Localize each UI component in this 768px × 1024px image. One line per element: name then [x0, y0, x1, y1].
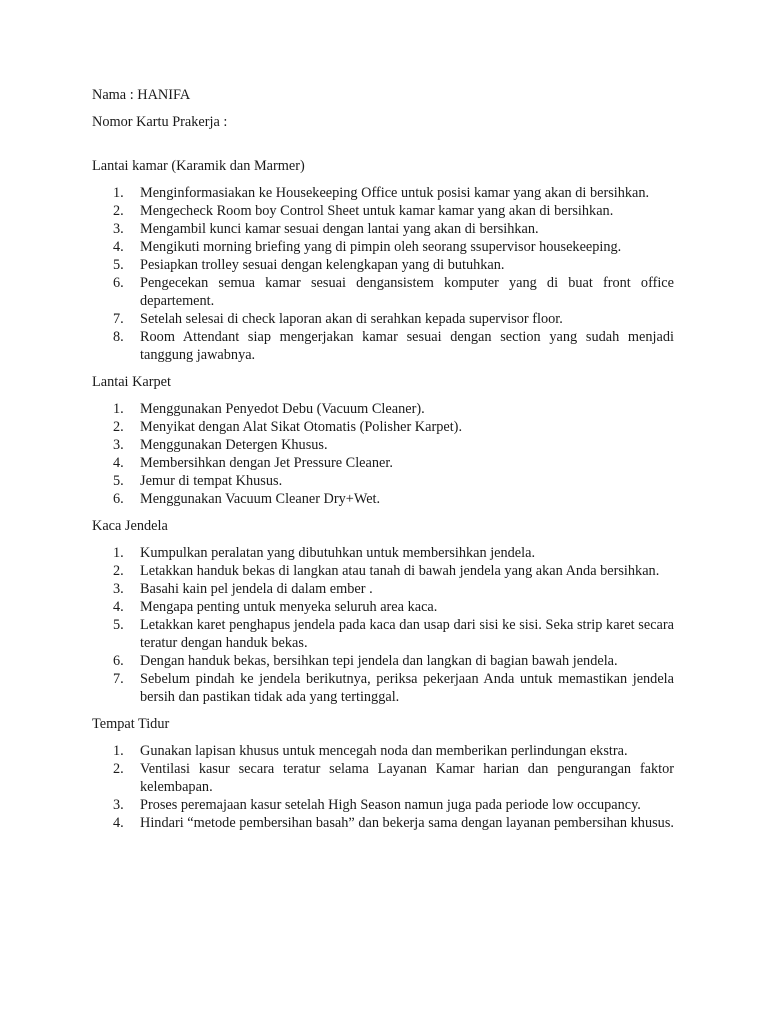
list-item-text: Room Attendant siap mengerjakan kamar sesuai dengan section yang sudah menjadi tanggung jawabnya.	[140, 329, 674, 363]
spacer	[92, 131, 674, 157]
list-item-number: 7.	[113, 671, 124, 687]
list-item	[92, 580, 674, 598]
list-item-text: Setelah selesai di check laporan akan di serahkan kepada supervisor floor.	[140, 311, 563, 327]
list-item-number: 7.	[113, 311, 124, 327]
numbered-list	[92, 742, 674, 832]
list-item-text: Membersihkan dengan Jet Pressure Cleaner.	[140, 455, 393, 471]
list-item-number: 3.	[113, 797, 124, 813]
list-item-number: 1.	[113, 185, 124, 201]
list-item-text: Letakkan karet penghapus jendela pada kaca dan usap dari sisi ke sisi. Seka strip karet secara teratur dengan handuk bekas.	[140, 617, 674, 651]
list-item	[92, 184, 674, 202]
list-item-text: Hindari “metode pembersihan basah” dan bekerja sama dengan layanan pembersihan khusus.	[140, 815, 674, 831]
list-item-text: Mengambil kunci kamar sesuai dengan lantai yang akan di bersihkan.	[140, 221, 539, 237]
section-heading: Kaca Jendela	[92, 518, 168, 534]
list-item-number: 2.	[113, 419, 124, 435]
list-item	[92, 652, 674, 670]
list-item	[92, 436, 674, 454]
card-number-line: Nomor Kartu Prakerja :	[92, 114, 228, 130]
numbered-list	[92, 184, 674, 364]
list-item-number: 4.	[113, 815, 124, 831]
list-item	[92, 454, 674, 472]
list-item-text: Letakkan handuk bekas di langkan atau tanah di bawah jendela yang akan Anda bersihkan.	[140, 563, 660, 579]
numbered-list	[92, 400, 674, 508]
section-heading: Lantai kamar (Karamik dan Marmer)	[92, 158, 305, 174]
list-item-number: 6.	[113, 491, 124, 507]
section-heading: Tempat Tidur	[92, 716, 170, 732]
list-item-number: 2.	[113, 563, 124, 579]
list-item-number: 6.	[113, 275, 124, 291]
list-item-text: Menyikat dengan Alat Sikat Otomatis (Polisher Karpet).	[140, 419, 463, 435]
list-item-number: 3.	[113, 437, 124, 453]
list-item-text: Menggunakan Detergen Khusus.	[140, 437, 328, 453]
list-item	[92, 814, 674, 832]
list-item-text: Mengecheck Room boy Control Sheet untuk kamar kamar yang akan di bersihkan.	[140, 203, 614, 219]
list-item-number: 5.	[113, 617, 124, 633]
list-item-number: 3.	[113, 581, 124, 597]
list-item-text: Ventilasi kasur secara teratur selama Layanan Kamar harian dan pengurangan faktor kelembapan.	[140, 761, 674, 795]
list-item-text: Proses peremajaan kasur setelah High Season namun juga pada periode low occupancy.	[140, 797, 641, 813]
list-item-text: Menginformasiakan ke Housekeeping Office untuk posisi kamar yang akan di bersihkan.	[140, 185, 650, 201]
list-item	[92, 742, 674, 760]
list-item-text: Mengikuti morning briefing yang di pimpin oleh seorang ssupervisor housekeeping.	[140, 239, 622, 255]
name-line: Nama : HANIFA	[92, 87, 191, 103]
numbered-list	[92, 544, 674, 706]
list-item-number: 2.	[113, 203, 124, 219]
section-heading: Lantai Karpet	[92, 374, 171, 390]
list-item-text: Menggunakan Vacuum Cleaner Dry+Wet.	[140, 491, 381, 507]
list-item-number: 6.	[113, 653, 124, 669]
list-item	[92, 490, 674, 508]
list-item	[92, 670, 674, 706]
list-item-text: Pengecekan semua kamar sesuai dengansistem komputer yang di buat front office departement.	[140, 275, 674, 309]
list-item-text: Jemur di tempat Khusus.	[140, 473, 283, 489]
list-item	[92, 256, 674, 274]
list-item-text: Mengapa penting untuk menyeka seluruh area kaca.	[140, 599, 438, 615]
list-item-number: 1.	[113, 401, 124, 417]
list-item	[92, 238, 674, 256]
list-item	[92, 562, 674, 580]
list-item-text: Kumpulkan peralatan yang dibutuhkan untuk membersihkan jendela.	[140, 545, 536, 561]
list-item	[92, 400, 674, 418]
list-item	[92, 598, 674, 616]
list-item-text: Dengan handuk bekas, bersihkan tepi jendela dan langkan di bagian bawah jendela.	[140, 653, 618, 669]
list-item-number: 8.	[113, 329, 124, 345]
list-item-text: Pesiapkan trolley sesuai dengan kelengkapan yang di butuhkan.	[140, 257, 505, 273]
list-item-text: Basahi kain pel jendela di dalam ember .	[140, 581, 373, 597]
list-item-number: 1.	[113, 743, 124, 759]
list-item-number: 4.	[113, 455, 124, 471]
list-item	[92, 796, 674, 814]
list-item	[92, 220, 674, 238]
list-item	[92, 760, 674, 796]
document-page	[92, 86, 674, 841]
list-item	[92, 310, 674, 328]
list-item-number: 4.	[113, 239, 124, 255]
list-item-number: 2.	[113, 761, 124, 777]
sections-container	[92, 157, 674, 832]
list-item-number: 5.	[113, 473, 124, 489]
list-item-text: Sebelum pindah ke jendela berikutnya, periksa pekerjaan Anda untuk memastikan jendela bersih dan pastikan tidak ada yang tertinggal.	[140, 671, 674, 705]
list-item	[92, 544, 674, 562]
list-item-number: 3.	[113, 221, 124, 237]
list-item-number: 5.	[113, 257, 124, 273]
list-item	[92, 328, 674, 364]
list-item-number: 4.	[113, 599, 124, 615]
list-item	[92, 472, 674, 490]
list-item	[92, 202, 674, 220]
list-item	[92, 616, 674, 652]
list-item-number: 1.	[113, 545, 124, 561]
list-item	[92, 418, 674, 436]
list-item-text: Menggunakan Penyedot Debu (Vacuum Cleaner).	[140, 401, 425, 417]
list-item	[92, 274, 674, 310]
list-item-text: Gunakan lapisan khusus untuk mencegah noda dan memberikan perlindungan ekstra.	[140, 743, 628, 759]
